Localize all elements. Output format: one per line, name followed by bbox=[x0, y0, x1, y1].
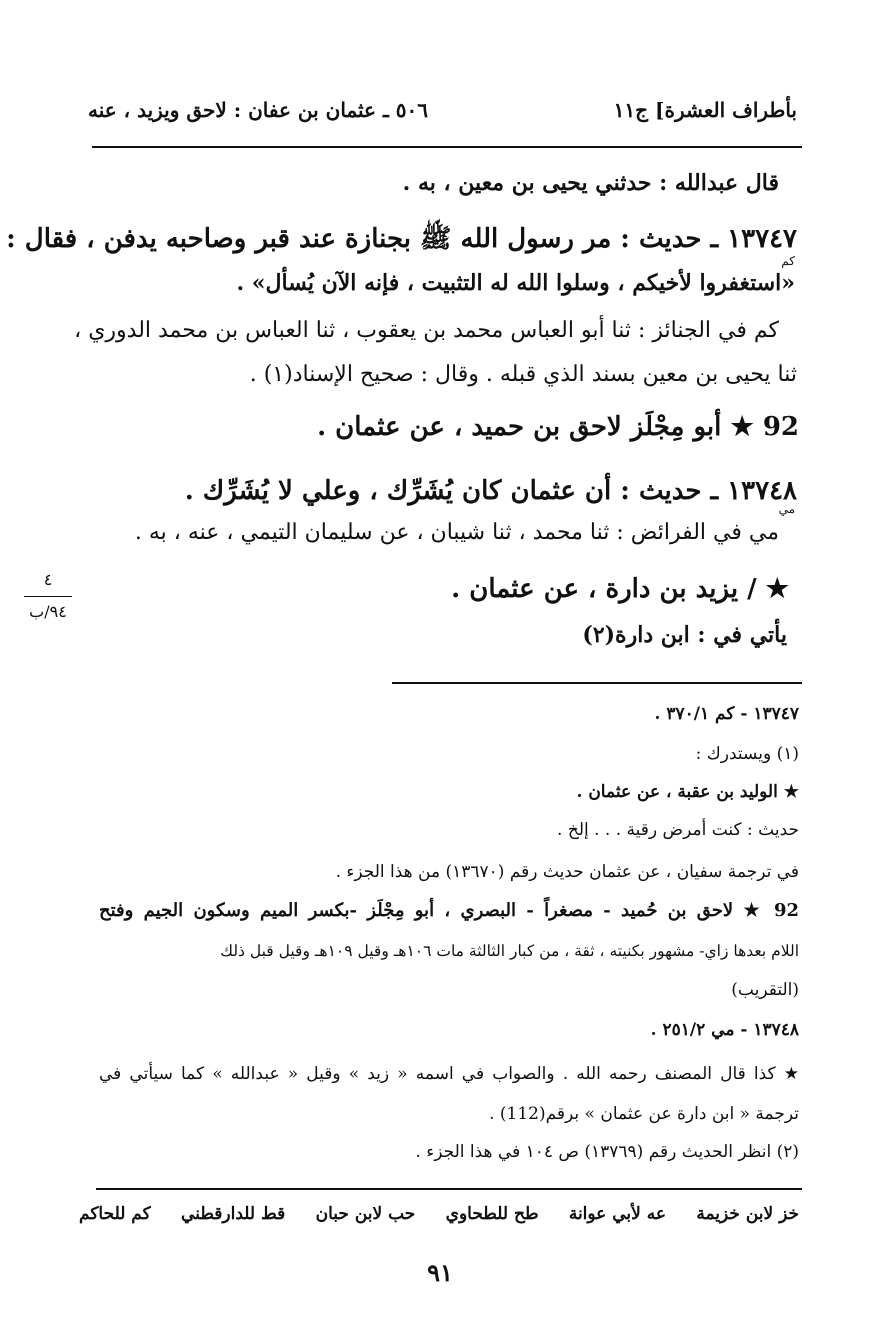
abbreviation-item: طح للطحاوي bbox=[445, 1204, 539, 1224]
hadith-13747-line: ١٣٧٤٧ ـ حديث : مر رسول الله ﷺ بجنازة عند قبر وصاحبه يدفن ، فقال : bbox=[6, 224, 797, 254]
footnote-5: في ترجمة سفيان ، عن عثمان حديث رقم (١٣٦٧٠) من هذا الجزء . bbox=[335, 862, 799, 882]
main-line-10: يأتي في : ابن دارة(٢) bbox=[582, 622, 787, 648]
footnote-2: (١) ويستدرك : bbox=[695, 744, 799, 764]
footnote-3: ★ الوليد بن عقبة ، عن عثمان . bbox=[576, 782, 799, 802]
narrator-yazid-heading: ★ / يزيد بن دارة ، عن عثمان . bbox=[451, 574, 789, 604]
footnote-6: 92 ★ لاحق بن حُميد - مصغراً - البصري ، أبو مِجْلَز -بكسر الميم وسكون الجيم وفتح bbox=[99, 900, 799, 921]
abbreviation-item: حب لابن حبان bbox=[315, 1204, 416, 1224]
abbreviations-rule bbox=[96, 1188, 802, 1190]
abbreviation-item: قط للدارقطني bbox=[181, 1204, 286, 1224]
footnote-10: ★ كذا قال المصنف رحمه الله . والصواب في اسمه « زيد » وقيل « عبدالله » كما سيأتي في bbox=[99, 1064, 799, 1084]
abbreviations-row bbox=[79, 1204, 799, 1224]
abbreviation-item: خز لابن خزيمة bbox=[696, 1204, 799, 1224]
footnote-8: (التقريب) bbox=[731, 980, 799, 1000]
footnote-1: ١٣٧٤٧ - كم ٣٧٠/١ . bbox=[654, 704, 799, 724]
footnote-12: (٢) انظر الحديث رقم (١٣٧٦٩) ص ١٠٤ في هذا الجزء . bbox=[415, 1142, 799, 1162]
hadith-13747-tag: كم bbox=[781, 254, 795, 268]
main-line-5: ثنا يحيى بن معين بسند الذي قبله . وقال : صحيح الإسناد(١) . bbox=[249, 362, 797, 387]
footnote-9: ١٣٧٤٨ - مي ٢٥١/٢ . bbox=[650, 1020, 799, 1040]
footnote-4: حديث : كنت أمرض رقية . . . إلخ . bbox=[557, 820, 799, 840]
abbreviation-item: عه لأبي عوانة bbox=[568, 1204, 667, 1224]
abbreviation-item: كم للحاكم bbox=[79, 1204, 151, 1224]
footnote-rule bbox=[392, 682, 802, 684]
main-line-3: «استغفروا لأخيكم ، وسلوا الله له التثبيت ، فإنه الآن يُسأل» . bbox=[236, 270, 795, 296]
page-number: ٩١ bbox=[427, 1258, 453, 1287]
header-rule bbox=[92, 146, 802, 148]
hadith-13748-line: ١٣٧٤٨ ـ حديث : أن عثمان كان يُشَرِّك ، وعلي لا يُشَرِّك . bbox=[184, 476, 797, 506]
margin-note-bottom: ٩٤/ب bbox=[29, 602, 67, 621]
narrator-92-heading: 92 ★ أبو مِجْلَز لاحق بن حميد ، عن عثمان . bbox=[317, 412, 799, 442]
hadith-13748-tag: مي bbox=[778, 502, 795, 516]
footnote-7: اللام بعدها زاي- مشهور بكنيته ، ثقة ، من كبار الثالثة مات ١٠٦هـ وقيل ١٠٩هـ وقيل قبل ذلك bbox=[220, 942, 799, 960]
main-line-1: قال عبدالله : حدثني يحيى بن معين ، به . bbox=[402, 170, 779, 196]
header-right: بأطراف العشرة] ج١١ bbox=[613, 98, 797, 122]
margin-note-top: ٤ bbox=[43, 570, 53, 589]
margin-note-rule bbox=[24, 596, 72, 597]
main-line-4: كم في الجنائز : ثنا أبو العباس محمد بن يعقوب ، ثنا العباس بن محمد الدوري ، bbox=[74, 318, 779, 343]
footnote-11: ترجمة « ابن دارة عن عثمان » برقم(112) . bbox=[489, 1104, 799, 1124]
main-line-8: مي في الفرائض : ثنا محمد ، ثنا شيبان ، عن سليمان التيمي ، عنه ، به . bbox=[134, 520, 779, 545]
header-left: ٥٠٦ ـ عثمان بن عفان : لاحق ويزيد ، عنه bbox=[88, 98, 428, 122]
